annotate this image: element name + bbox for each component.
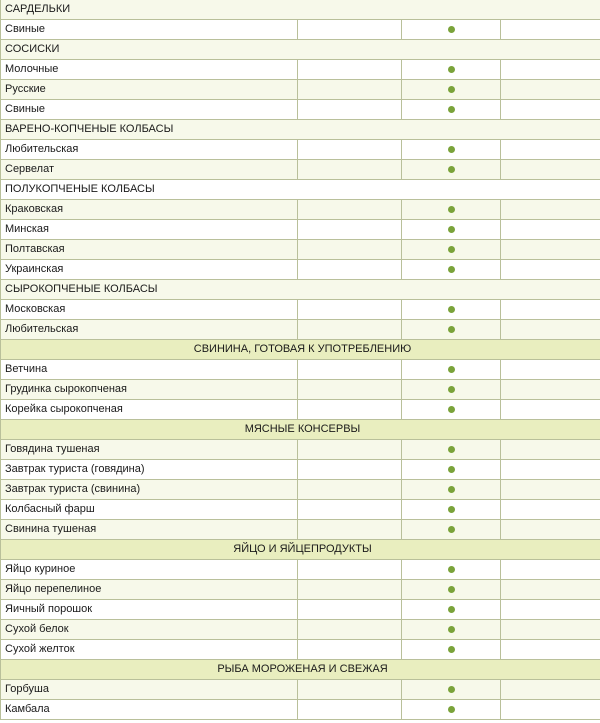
column-2-cell: [298, 700, 402, 720]
column-3-cell: [402, 300, 501, 320]
column-2-cell: [298, 400, 402, 420]
product-name: Яичный порошок: [1, 600, 298, 620]
availability-dot-icon: [448, 206, 455, 213]
column-4-cell: [501, 260, 600, 280]
column-4-cell: [501, 160, 600, 180]
column-3-cell: [402, 560, 501, 580]
column-3-cell: [402, 260, 501, 280]
column-3-cell: [402, 680, 501, 700]
section-band-title: ЯЙЦО И ЯЙЦЕПРОДУКТЫ: [1, 540, 600, 560]
column-4-cell: [501, 400, 600, 420]
subcategory-title: СОСИСКИ: [1, 40, 600, 60]
section-band-title: СВИНИНА, ГОТОВАЯ К УПОТРЕБЛЕНИЮ: [1, 340, 600, 360]
column-4-cell: [501, 20, 600, 40]
availability-dot-icon: [448, 526, 455, 533]
subcategory-row: [1, 180, 600, 200]
column-4-cell: [501, 360, 600, 380]
column-3-cell: [402, 320, 501, 340]
availability-dot-icon: [448, 106, 455, 113]
table-row: [1, 360, 600, 380]
column-2-cell: [298, 320, 402, 340]
subcategory-row: [1, 0, 600, 20]
table-row: [1, 520, 600, 540]
column-4-cell: [501, 100, 600, 120]
product-name: Свиные: [1, 100, 298, 120]
column-3-cell: [402, 360, 501, 380]
column-3-cell: [402, 80, 501, 100]
column-4-cell: [501, 600, 600, 620]
table-row: [1, 620, 600, 640]
product-name: Яйцо перепелиное: [1, 580, 298, 600]
column-4-cell: [501, 200, 600, 220]
column-3-cell: [402, 700, 501, 720]
product-name: Украинская: [1, 260, 298, 280]
subcategory-title: ВАРЕНО-КОПЧЕНЫЕ КОЛБАСЫ: [1, 120, 600, 140]
availability-dot-icon: [448, 466, 455, 473]
column-4-cell: [501, 680, 600, 700]
column-3-cell: [402, 620, 501, 640]
product-name: Любительская: [1, 320, 298, 340]
table-row: [1, 160, 600, 180]
column-2-cell: [298, 80, 402, 100]
column-4-cell: [501, 560, 600, 580]
product-name: Колбасный фарш: [1, 500, 298, 520]
column-3-cell: [402, 460, 501, 480]
column-4-cell: [501, 460, 600, 480]
table-row: [1, 300, 600, 320]
column-2-cell: [298, 220, 402, 240]
availability-dot-icon: [448, 486, 455, 493]
table-row: [1, 80, 600, 100]
product-name: Свинина тушеная: [1, 520, 298, 540]
column-2-cell: [298, 160, 402, 180]
column-3-cell: [402, 100, 501, 120]
column-3-cell: [402, 380, 501, 400]
availability-dot-icon: [448, 66, 455, 73]
column-3-cell: [402, 500, 501, 520]
product-name: Яйцо куриное: [1, 560, 298, 580]
column-3-cell: [402, 220, 501, 240]
table-row: [1, 640, 600, 660]
column-2-cell: [298, 460, 402, 480]
table-row: [1, 680, 600, 700]
section-band-row: [1, 340, 600, 360]
product-name: Грудинка сырокопченая: [1, 380, 298, 400]
table-row: [1, 560, 600, 580]
column-2-cell: [298, 560, 402, 580]
availability-dot-icon: [448, 626, 455, 633]
product-name: Сухой желток: [1, 640, 298, 660]
product-name: Краковская: [1, 200, 298, 220]
availability-dot-icon: [448, 506, 455, 513]
column-4-cell: [501, 640, 600, 660]
availability-dot-icon: [448, 646, 455, 653]
availability-dot-icon: [448, 146, 455, 153]
column-3-cell: [402, 400, 501, 420]
column-3-cell: [402, 440, 501, 460]
availability-dot-icon: [448, 326, 455, 333]
product-name: Минская: [1, 220, 298, 240]
product-name: Камбала: [1, 700, 298, 720]
availability-dot-icon: [448, 446, 455, 453]
availability-dot-icon: [448, 566, 455, 573]
section-band-row: [1, 540, 600, 560]
availability-dot-icon: [448, 226, 455, 233]
product-name: Ветчина: [1, 360, 298, 380]
table-row: [1, 100, 600, 120]
availability-dot-icon: [448, 706, 455, 713]
table-row: [1, 60, 600, 80]
column-4-cell: [501, 220, 600, 240]
column-2-cell: [298, 140, 402, 160]
table-row: [1, 400, 600, 420]
column-2-cell: [298, 440, 402, 460]
column-2-cell: [298, 60, 402, 80]
table-row: [1, 480, 600, 500]
column-2-cell: [298, 640, 402, 660]
product-name: Завтрак туриста (свинина): [1, 480, 298, 500]
section-band-row: [1, 420, 600, 440]
product-name: Молочные: [1, 60, 298, 80]
product-name: Горбуша: [1, 680, 298, 700]
table-row: [1, 200, 600, 220]
column-4-cell: [501, 620, 600, 640]
product-name: Сухой белок: [1, 620, 298, 640]
product-name: Сервелат: [1, 160, 298, 180]
column-2-cell: [298, 480, 402, 500]
column-4-cell: [501, 440, 600, 460]
availability-dot-icon: [448, 686, 455, 693]
availability-dot-icon: [448, 406, 455, 413]
availability-dot-icon: [448, 86, 455, 93]
column-3-cell: [402, 480, 501, 500]
availability-dot-icon: [448, 26, 455, 33]
subcategory-title: СЫРОКОПЧЕНЫЕ КОЛБАСЫ: [1, 280, 600, 300]
availability-dot-icon: [448, 386, 455, 393]
subcategory-row: [1, 280, 600, 300]
table-row: [1, 700, 600, 720]
column-3-cell: [402, 600, 501, 620]
column-2-cell: [298, 620, 402, 640]
table-row: [1, 140, 600, 160]
column-3-cell: [402, 60, 501, 80]
product-name: Свиные: [1, 20, 298, 40]
product-name: Русские: [1, 80, 298, 100]
column-2-cell: [298, 100, 402, 120]
column-2-cell: [298, 360, 402, 380]
column-4-cell: [501, 520, 600, 540]
column-3-cell: [402, 580, 501, 600]
column-3-cell: [402, 200, 501, 220]
subcategory-row: [1, 120, 600, 140]
product-table-body: [1, 0, 600, 720]
table-row: [1, 580, 600, 600]
subcategory-row: [1, 40, 600, 60]
availability-dot-icon: [448, 606, 455, 613]
product-name: Завтрак туриста (говядина): [1, 460, 298, 480]
subcategory-title: ПОЛУКОПЧЕНЫЕ КОЛБАСЫ: [1, 180, 600, 200]
column-4-cell: [501, 300, 600, 320]
column-4-cell: [501, 60, 600, 80]
availability-dot-icon: [448, 166, 455, 173]
column-2-cell: [298, 200, 402, 220]
table-row: [1, 320, 600, 340]
table-row: [1, 440, 600, 460]
column-3-cell: [402, 140, 501, 160]
column-4-cell: [501, 320, 600, 340]
table-row: [1, 500, 600, 520]
column-4-cell: [501, 380, 600, 400]
column-2-cell: [298, 300, 402, 320]
column-4-cell: [501, 480, 600, 500]
section-band-row: [1, 660, 600, 680]
column-2-cell: [298, 500, 402, 520]
column-2-cell: [298, 580, 402, 600]
section-band-title: МЯСНЫЕ КОНСЕРВЫ: [1, 420, 600, 440]
table-row: [1, 380, 600, 400]
availability-dot-icon: [448, 306, 455, 313]
availability-dot-icon: [448, 586, 455, 593]
column-4-cell: [501, 80, 600, 100]
column-2-cell: [298, 260, 402, 280]
column-4-cell: [501, 700, 600, 720]
column-2-cell: [298, 600, 402, 620]
column-2-cell: [298, 520, 402, 540]
table-row: [1, 600, 600, 620]
product-name: Говядина тушеная: [1, 440, 298, 460]
column-3-cell: [402, 240, 501, 260]
column-2-cell: [298, 20, 402, 40]
availability-dot-icon: [448, 246, 455, 253]
column-3-cell: [402, 520, 501, 540]
table-row: [1, 240, 600, 260]
column-4-cell: [501, 580, 600, 600]
availability-dot-icon: [448, 366, 455, 373]
column-2-cell: [298, 680, 402, 700]
table-row: [1, 220, 600, 240]
column-3-cell: [402, 640, 501, 660]
column-2-cell: [298, 380, 402, 400]
column-4-cell: [501, 500, 600, 520]
table-row: [1, 20, 600, 40]
product-name: Любительская: [1, 140, 298, 160]
table-row: [1, 260, 600, 280]
table-row: [1, 460, 600, 480]
product-name: Московская: [1, 300, 298, 320]
column-4-cell: [501, 140, 600, 160]
product-name: Корейка сырокопченая: [1, 400, 298, 420]
subcategory-title: САРДЕЛЬКИ: [1, 0, 600, 20]
column-3-cell: [402, 20, 501, 40]
availability-dot-icon: [448, 266, 455, 273]
column-3-cell: [402, 160, 501, 180]
column-2-cell: [298, 240, 402, 260]
column-4-cell: [501, 240, 600, 260]
product-name: Полтавская: [1, 240, 298, 260]
section-band-title: РЫБА МОРОЖЕНАЯ И СВЕЖАЯ: [1, 660, 600, 680]
